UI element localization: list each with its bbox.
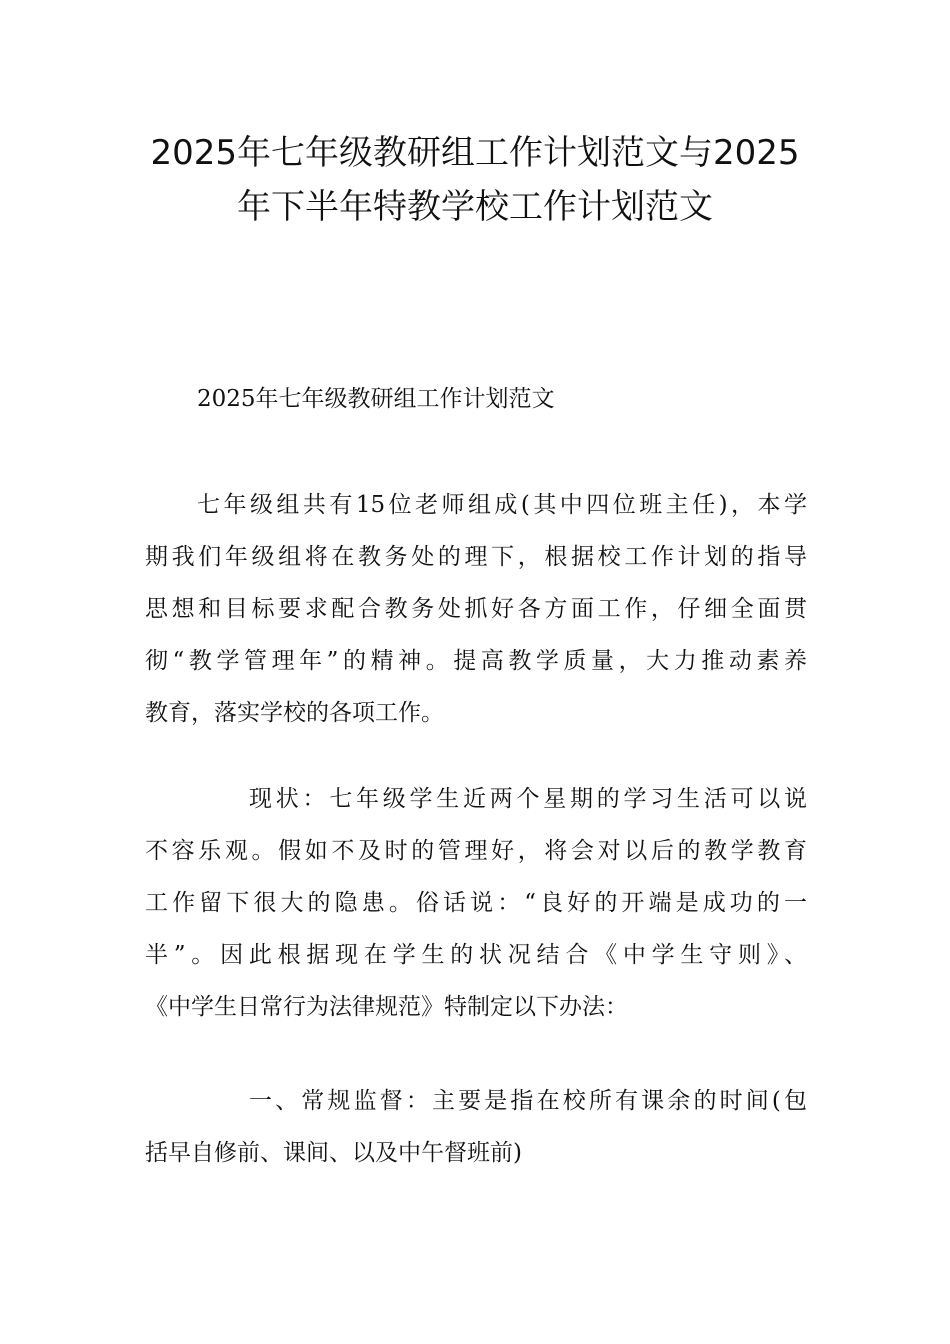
- paragraph-line: 一、常规监督：主要是指在校所有课余的时间(包: [249, 1088, 807, 1114]
- paragraph-line: 半”。因此根据现在学生的状况结合《中学生守则》、: [145, 942, 807, 968]
- section-heading: 2025年七年级教研组工作计划范文: [197, 386, 555, 412]
- paragraph: [145, 773, 807, 1033]
- paragraph: [145, 1075, 807, 1179]
- paragraph-line: 彻“教学管理年”的精神。提高教学质量，大力推动素养: [145, 648, 807, 674]
- title-line: 2025年七年级教研组工作计划范文与2025: [150, 133, 800, 173]
- paragraph-line: 工作留下很大的隐患。俗话说：“良好的开端是成功的一: [145, 890, 807, 916]
- title-line: 年下半年特教学校工作计划范文: [237, 187, 713, 227]
- paragraph-line: 括早自修前、课间、以及中午督班前): [145, 1140, 522, 1166]
- paragraph-line: 现状：七年级学生近两个星期的学习生活可以说: [249, 786, 807, 812]
- paragraph-line: 期我们年级组将在教务处的理下，根据校工作计划的指导: [145, 544, 807, 570]
- paragraph-line: 不容乐观。假如不及时的管理好，将会对以后的教学教育: [145, 838, 807, 864]
- paragraph-line: 七年级组共有15位老师组成(其中四位班主任)，本学: [197, 492, 807, 518]
- paragraph-line: 思想和目标要求配合教务处抓好各方面工作，仔细全面贯: [145, 596, 807, 622]
- paragraph-line: 《中学生日常行为法律规范》特制定以下办法：: [145, 994, 628, 1020]
- paragraph: [145, 479, 807, 739]
- document-title: [110, 126, 840, 234]
- paragraph-line: 教育，落实学校的各项工作。: [145, 700, 444, 726]
